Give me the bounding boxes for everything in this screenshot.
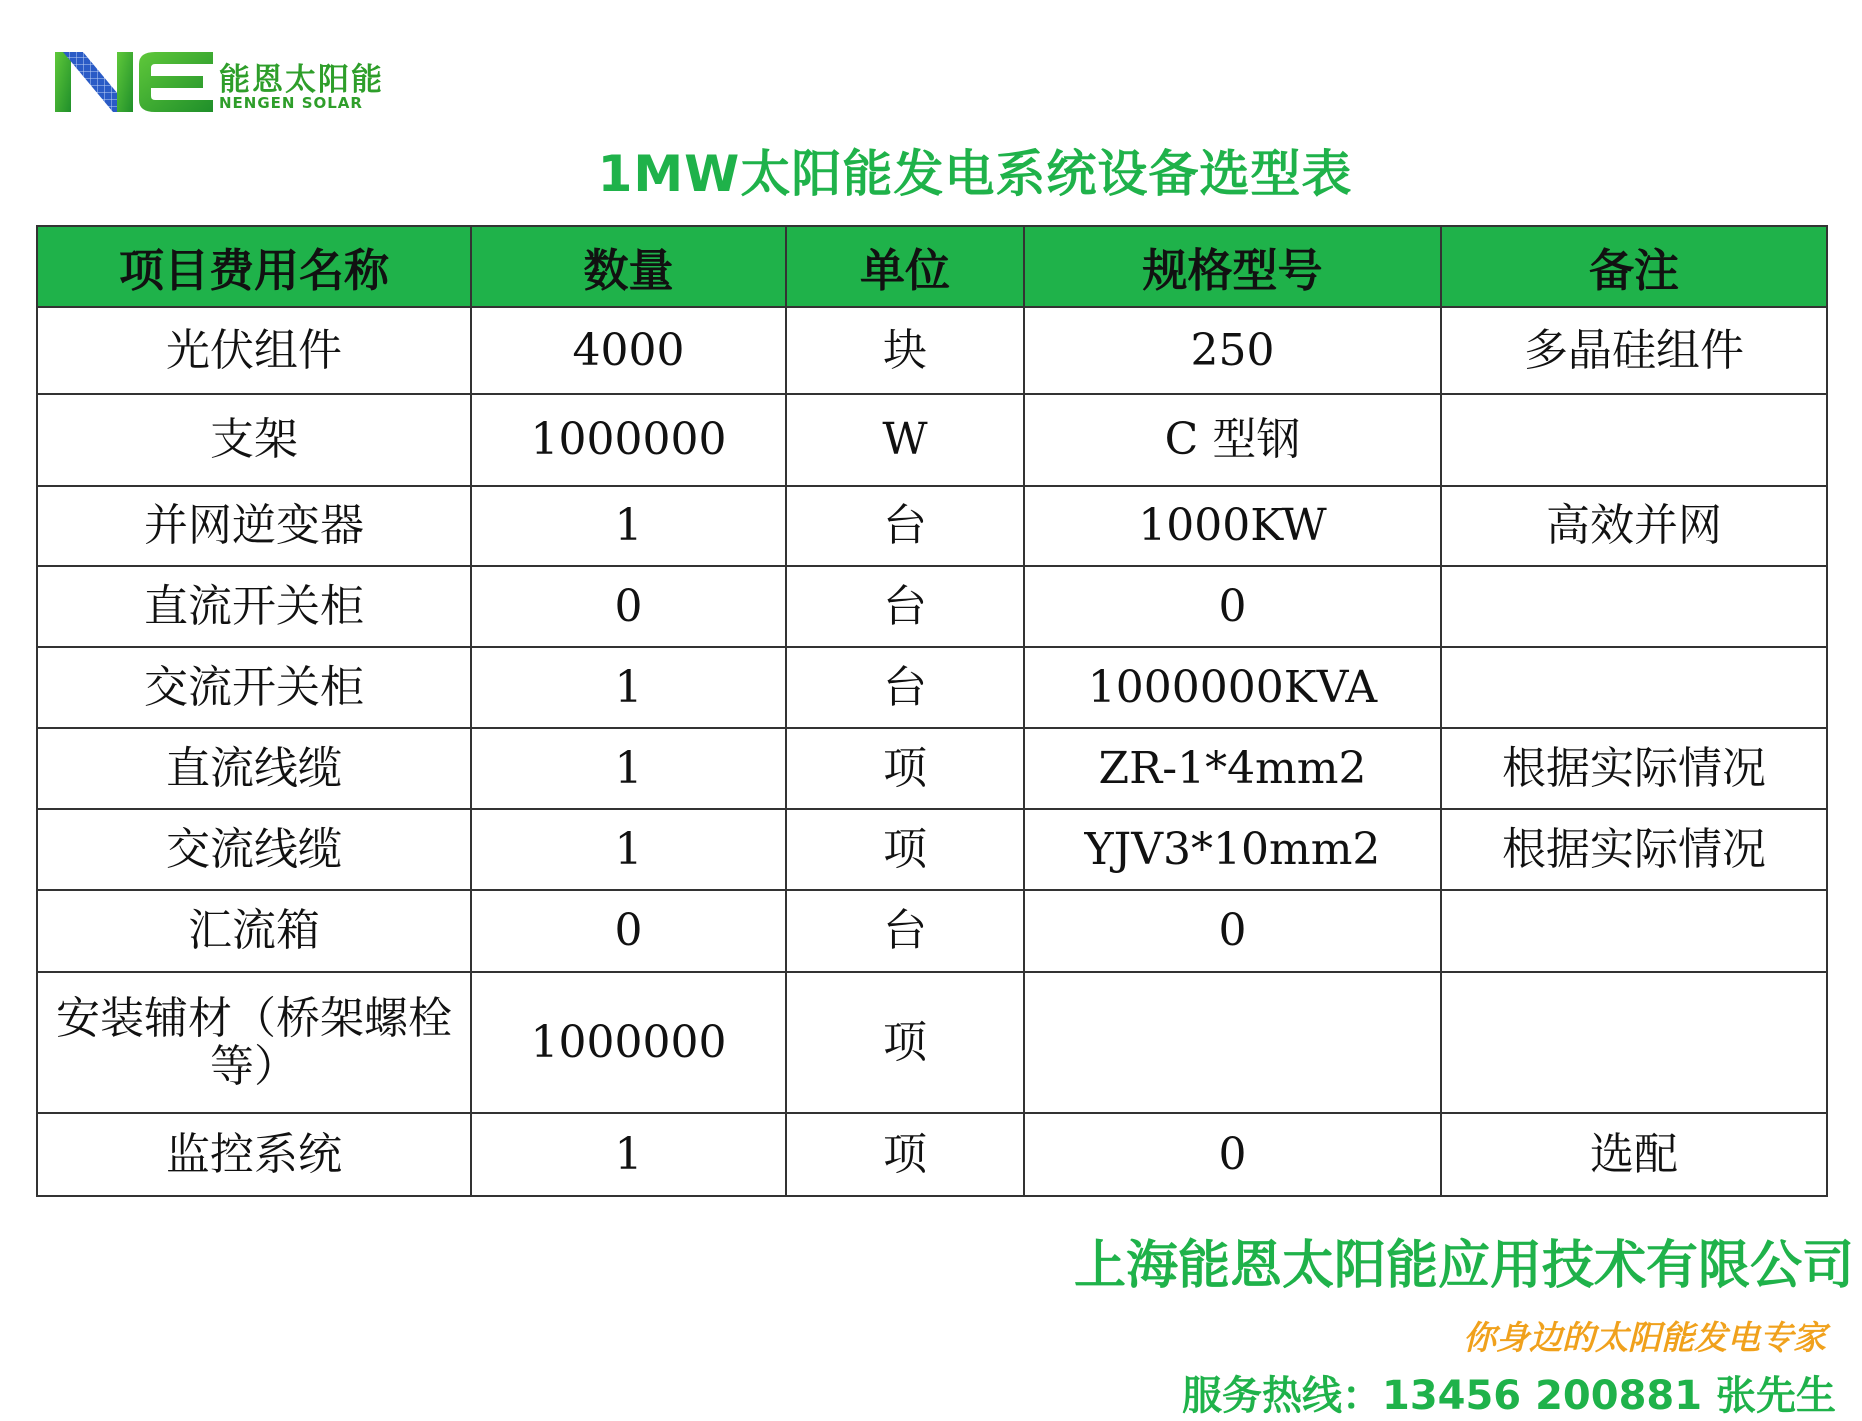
cell-remark [1441, 647, 1827, 728]
cell-unit: W [786, 394, 1024, 486]
cell-spec: 250 [1024, 307, 1441, 394]
cell-quantity: 1 [471, 1113, 786, 1196]
table-row [37, 809, 1827, 890]
cell-spec [1024, 972, 1441, 1113]
cell-quantity: 4000 [471, 307, 786, 394]
table-row [37, 728, 1827, 809]
cell-remark [1441, 566, 1827, 647]
cell-unit: 台 [786, 486, 1024, 566]
table-row [37, 307, 1827, 394]
cell-spec: 0 [1024, 566, 1441, 647]
cell-remark: 选配 [1441, 1113, 1827, 1196]
cell-remark [1441, 890, 1827, 972]
slogan: 你身边的太阳能发电专家 [1463, 1318, 1826, 1357]
cell-unit: 项 [786, 728, 1024, 809]
cell-item-name: 直流开关柜 [37, 566, 471, 647]
cell-spec: YJV3*10mm2 [1024, 809, 1441, 890]
equipment-table [36, 225, 1828, 1197]
cell-unit: 块 [786, 307, 1024, 394]
cell-item-name: 直流线缆 [37, 728, 471, 809]
cell-spec: 1000000KVA [1024, 647, 1441, 728]
cell-spec: 0 [1024, 1113, 1441, 1196]
cell-quantity: 1000000 [471, 394, 786, 486]
company-name: 上海能恩太阳能应用技术有限公司 [1073, 1236, 1854, 1296]
cell-spec: ZR-1*4mm2 [1024, 728, 1441, 809]
company-logo [55, 50, 415, 116]
cell-quantity: 0 [471, 890, 786, 972]
table-row [37, 972, 1827, 1113]
cell-quantity: 1 [471, 486, 786, 566]
table-row [37, 566, 1827, 647]
table-row [37, 486, 1827, 566]
cell-quantity: 1 [471, 728, 786, 809]
cell-remark [1441, 972, 1827, 1113]
cell-remark: 根据实际情况 [1441, 728, 1827, 809]
cell-spec: 1000KW [1024, 486, 1441, 566]
cell-spec: 0 [1024, 890, 1441, 972]
logo-text-en: NENGEN SOLAR [219, 94, 363, 112]
cell-remark: 多晶硅组件 [1441, 307, 1827, 394]
header-quantity: 数量 [471, 226, 786, 307]
cell-item-name: 汇流箱 [37, 890, 471, 972]
header-unit: 单位 [786, 226, 1024, 307]
cell-unit: 台 [786, 890, 1024, 972]
cell-quantity: 1000000 [471, 972, 786, 1113]
table-row [37, 394, 1827, 486]
cell-quantity: 0 [471, 566, 786, 647]
table-row [37, 890, 1827, 972]
cell-item-name: 交流线缆 [37, 809, 471, 890]
cell-item-name: 支架 [37, 394, 471, 486]
cell-remark: 高效并网 [1441, 486, 1827, 566]
cell-unit: 项 [786, 809, 1024, 890]
cell-quantity: 1 [471, 647, 786, 728]
cell-unit: 台 [786, 566, 1024, 647]
cell-remark: 根据实际情况 [1441, 809, 1827, 890]
table-row [37, 647, 1827, 728]
cell-quantity: 1 [471, 809, 786, 890]
header-item-name: 项目费用名称 [37, 226, 471, 307]
cell-remark [1441, 394, 1827, 486]
cell-item-name: 安装辅材（桥架螺栓等） [37, 972, 471, 1113]
cell-item-name: 监控系统 [37, 1113, 471, 1196]
cell-unit: 项 [786, 1113, 1024, 1196]
header-remark: 备注 [1441, 226, 1827, 307]
cell-unit: 项 [786, 972, 1024, 1113]
service-hotline: 服务热线：13456 200881 张先生 [1181, 1373, 1836, 1419]
ne-logo-icon [55, 50, 215, 114]
cell-spec: C 型钢 [1024, 394, 1441, 486]
document-title: 1MW太阳能发电系统设备选型表 [597, 145, 1353, 203]
cell-item-name: 并网逆变器 [37, 486, 471, 566]
table-row [37, 1113, 1827, 1196]
table-header-row [37, 226, 1827, 307]
header-spec: 规格型号 [1024, 226, 1441, 307]
cell-unit: 台 [786, 647, 1024, 728]
cell-item-name: 光伏组件 [37, 307, 471, 394]
logo-text-cn: 能恩太阳能 [219, 62, 384, 98]
cell-item-name: 交流开关柜 [37, 647, 471, 728]
